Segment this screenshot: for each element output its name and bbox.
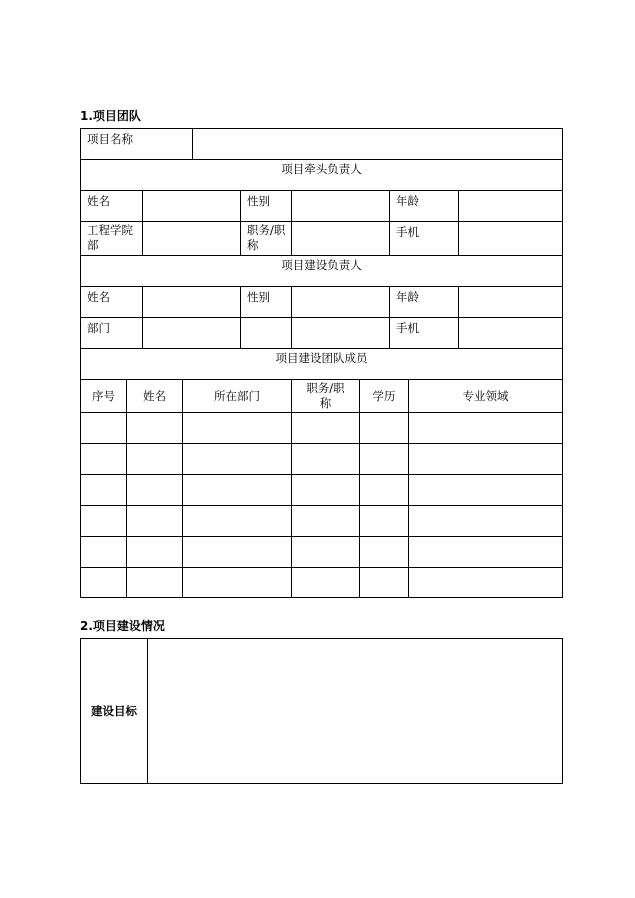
member-cell[interactable]: [127, 444, 183, 475]
members-col-name: 姓名: [127, 380, 183, 413]
member-cell[interactable]: [127, 413, 183, 444]
member-cell[interactable]: [81, 537, 127, 568]
lead-position-field[interactable]: [292, 222, 390, 256]
member-cell[interactable]: [360, 413, 409, 444]
member-cell[interactable]: [292, 413, 360, 444]
members-row: [81, 413, 563, 444]
members-row: [81, 568, 563, 598]
goal-label: 建设目标: [81, 639, 148, 784]
lead-position-label: 职务/职称: [241, 222, 292, 256]
builder-gender-field[interactable]: [292, 287, 390, 318]
lead-gender-label: 性别: [241, 191, 292, 222]
member-cell[interactable]: [183, 506, 292, 537]
member-cell[interactable]: [409, 444, 563, 475]
builder-phone-label: 手机: [390, 318, 459, 349]
member-cell[interactable]: [292, 506, 360, 537]
members-col-dept: 所在部门: [183, 380, 292, 413]
builder-age-label: 年龄: [390, 287, 459, 318]
project-name-label: 项目名称: [81, 129, 193, 160]
member-cell[interactable]: [409, 413, 563, 444]
section-1-title: 1.项目团队: [80, 109, 141, 123]
member-cell[interactable]: [360, 506, 409, 537]
members-header: 项目建设团队成员: [81, 349, 563, 380]
lead-name-field[interactable]: [143, 191, 241, 222]
member-cell[interactable]: [409, 537, 563, 568]
builder-age-field[interactable]: [459, 287, 563, 318]
lead-age-field[interactable]: [459, 191, 563, 222]
member-cell[interactable]: [81, 444, 127, 475]
members-row: [81, 506, 563, 537]
lead-dept-field[interactable]: [143, 222, 241, 256]
member-cell[interactable]: [183, 568, 292, 598]
members-row: [81, 475, 563, 506]
construction-table: [80, 638, 563, 784]
builder-name-field[interactable]: [143, 287, 241, 318]
member-cell[interactable]: [81, 568, 127, 598]
member-cell[interactable]: [127, 537, 183, 568]
builder-name-label: 姓名: [81, 287, 143, 318]
member-cell[interactable]: [183, 413, 292, 444]
member-cell[interactable]: [360, 444, 409, 475]
lead-phone-label: 手机: [390, 222, 459, 256]
member-cell[interactable]: [183, 475, 292, 506]
member-cell[interactable]: [183, 444, 292, 475]
builder-header: 项目建设负责人: [81, 256, 563, 287]
project-name-field[interactable]: [193, 129, 563, 160]
member-cell[interactable]: [409, 568, 563, 598]
builder-gender-label: 性别: [241, 287, 292, 318]
lead-age-label: 年龄: [390, 191, 459, 222]
members-col-education: 学历: [360, 380, 409, 413]
section-2-title: 2.项目建设情况: [80, 619, 165, 633]
builder-empty-cell[interactable]: [241, 318, 292, 349]
members-col-position: 职务/职称: [292, 380, 360, 413]
members-col-field: 专业领域: [409, 380, 563, 413]
member-cell[interactable]: [360, 537, 409, 568]
builder-empty-field[interactable]: [292, 318, 390, 349]
member-cell[interactable]: [127, 475, 183, 506]
lead-gender-field[interactable]: [292, 191, 390, 222]
project-team-table: [80, 128, 563, 598]
member-cell[interactable]: [81, 475, 127, 506]
builder-phone-field[interactable]: [459, 318, 563, 349]
lead-name-label: 姓名: [81, 191, 143, 222]
member-cell[interactable]: [81, 413, 127, 444]
member-cell[interactable]: [360, 568, 409, 598]
member-cell[interactable]: [292, 537, 360, 568]
member-cell[interactable]: [292, 444, 360, 475]
goal-field[interactable]: [148, 639, 563, 784]
member-cell[interactable]: [409, 475, 563, 506]
member-cell[interactable]: [292, 568, 360, 598]
lead-phone-field[interactable]: [459, 222, 563, 256]
members-row: [81, 444, 563, 475]
member-cell[interactable]: [81, 506, 127, 537]
lead-header: 项目牵头负责人: [81, 160, 563, 191]
member-cell[interactable]: [360, 475, 409, 506]
member-cell[interactable]: [183, 537, 292, 568]
member-cell[interactable]: [127, 506, 183, 537]
member-cell[interactable]: [127, 568, 183, 598]
member-cell[interactable]: [292, 475, 360, 506]
members-row: [81, 537, 563, 568]
member-cell[interactable]: [409, 506, 563, 537]
members-col-index: 序号: [81, 380, 127, 413]
builder-dept-label: 部门: [81, 318, 143, 349]
lead-dept-label: 工程学院部: [81, 222, 143, 256]
builder-dept-field[interactable]: [143, 318, 241, 349]
